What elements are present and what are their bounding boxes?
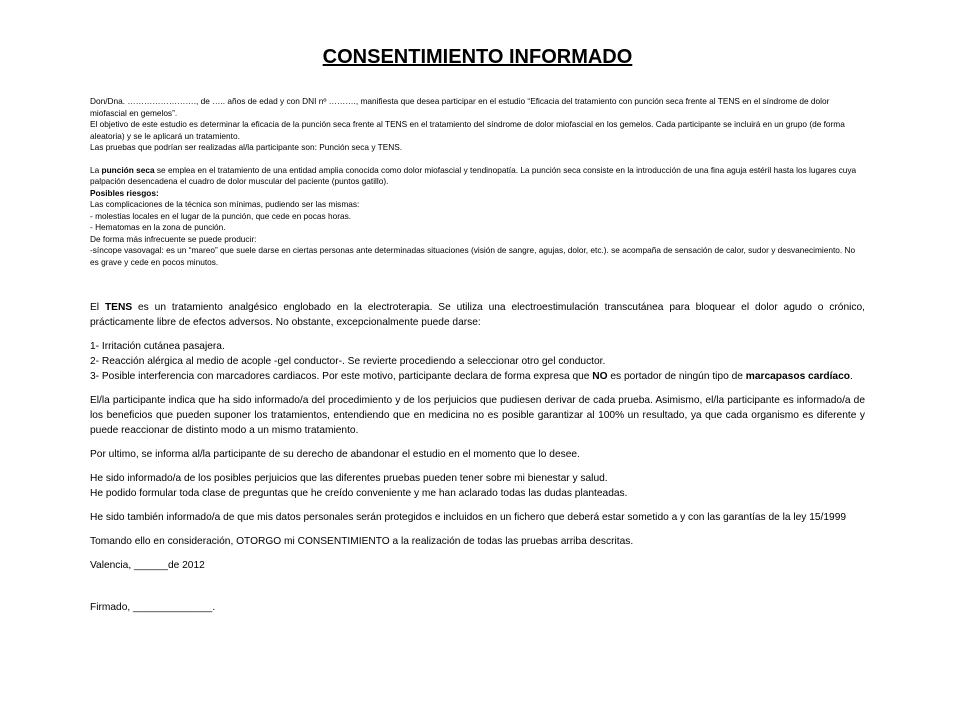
risk-item-syncope: -síncope vasovagal: es un “mareo” que suele darse en ciertas personas ante determinadas situaciones (visión de sangre, agujas, dolor, etc.). se acompaña de sensación de calor, sudor y desvanecimiento. No es grave y cede en pocos minutos. <box>90 245 856 267</box>
tens-term: TENS <box>104 302 133 313</box>
tens-risk-1: 1- Irritación cutánea pasajera. <box>90 341 225 352</box>
risk-item-local-discomfort: - molestias locales en el lugar de la punción, que cede en pocas horas. <box>90 210 352 221</box>
data-protection: He sido también informado/a de que mis datos personales serán protegidos e incluidos en un fichero que deberá estar sometido a y con las garantías de la ley 15/1999 <box>90 512 847 523</box>
harms-informed: He sido informado/a de los posibles perjuicios que las diferentes pruebas pueden tener sobre mi bienestar y salud. <box>90 473 608 484</box>
study-intro-section <box>90 96 865 268</box>
place-date-line: Valencia, ______de 2012 <box>90 560 205 571</box>
risks-intro: Las complicaciones de la técnica son mínimas, pudiendo ser las mismas: <box>90 199 360 209</box>
tens-description: El TENS es un tratamiento analgésico englobado en la electroterapia. Se utiliza una electroestimulación transcutánea para bloquear el dolor agudo o crónico, prácticamente libre de efectos adversos. No obstante, excepcionalmente puede darse: <box>90 302 865 328</box>
tens-and-consent-section <box>90 300 865 615</box>
risks-infrequent-intro: De forma más infrecuente se puede producir: <box>90 233 257 244</box>
questions-answered: He podido formular toda clase de preguntas que he creído conveniente y me han aclarado todas las dudas planteadas. <box>90 488 628 499</box>
tests-list: Las pruebas que podrían ser realizadas al/la participante son: Punción seca y TENS. <box>90 142 403 152</box>
right-to-withdraw: Por ultimo, se informa al/la participante de su derecho de abandonar el estudio en el momento que lo desee. <box>90 449 580 460</box>
study-objective: El objetivo de este estudio es determinar la eficacia de la punción seca frente al TENS en el tratamiento del síndrome de dolor miofascial en los gemelos. Cada participante se incluirá en un grupo (de forma aleatoria) y se le aplicará un tratamiento. <box>90 119 845 141</box>
tens-risk-2: 2- Reacción alérgica al medio de acople -gel conductor-. Se revierte procediendo a seleccionar otro gel conductor. <box>90 356 606 367</box>
dry-needling-text: se emplea en el tratamiento de una entidad amplia conocida como dolor miofascial y tendinopatía. La punción seca consiste en la introducción de una fina aguja estéril hasta los lugares cuya palpación desencadena el cuadro de dolor muscular del paciente (puntos gatillo). <box>90 164 857 186</box>
signature-line: Firmado, ______________. <box>90 602 216 613</box>
dry-needling-term: punción seca <box>101 164 155 175</box>
dry-needling-prefix: La <box>90 164 102 175</box>
risk-item-hematomas: - Hematomas en la zona de punción. <box>90 222 226 232</box>
risks-heading: Posibles riesgos: <box>90 187 159 198</box>
consent-statement: Tomando ello en consideración, OTORGO mi CONSENTIMIENTO a la realización de todas las pruebas arriba descritas. <box>90 536 634 547</box>
participant-declaration: Don/Dna. ……………………., de ….. años de edad y con DNI nº ………., manifiesta que desea participar en el estudio “Eficacia del tratamiento con punción seca frente al TENS en el síndrome de dolor miofascial en gemelos”. <box>90 96 830 118</box>
dry-needling-description <box>90 165 865 188</box>
tens-risk-3: 3- Posible interferencia con marcadores cardiacos. Por este motivo, participante declara de forma expresa que NO es portador de ningún tipo de marcapasos cardíaco. <box>90 371 853 382</box>
informed-statement: El/la participante indica que ha sido informado/a del procedimiento y de los perjuicios que pudiesen derivar de cada prueba. Asimismo, el/la participante es informado/a de los beneficios que pueden suponer los tratamientos, entendiendo que en medicina no es posible garantizar al 100% un resultado, ya que cada organismo es diferente y puede reaccionar de distinto modo a un mismo tratamiento. <box>90 395 865 436</box>
page-title: CONSENTIMIENTO INFORMADO <box>322 46 633 68</box>
